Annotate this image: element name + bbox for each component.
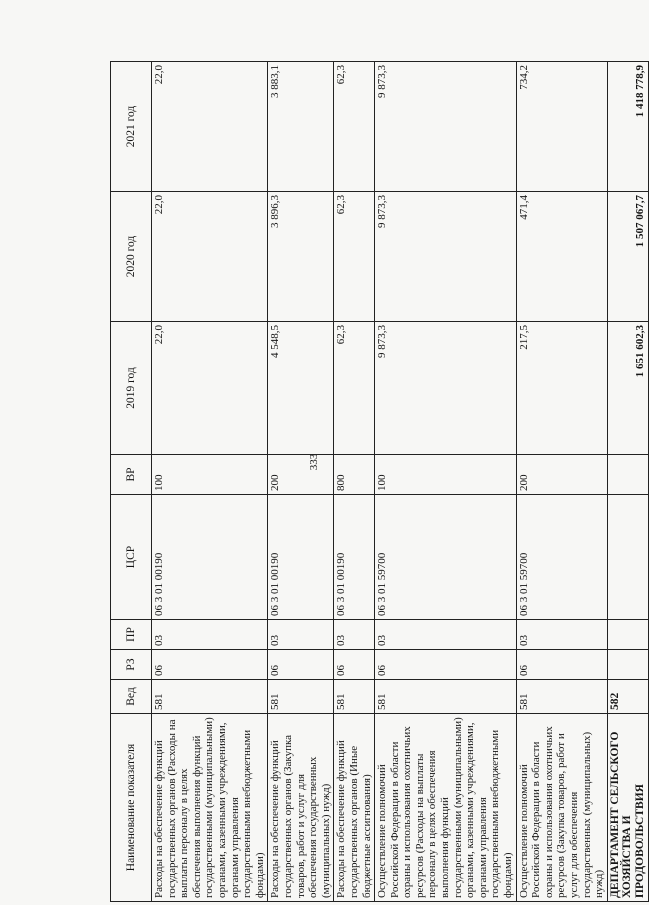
table-row <box>375 62 517 902</box>
row-2020: 62,3 <box>334 192 375 322</box>
row-rz: 06 <box>152 650 268 680</box>
table-row <box>334 62 375 902</box>
row-name: Расходы на обеспечение функций государственных органов (Расходы на выплаты персоналу в целях обеспечения выполнения функций государственными (муниципальными) органами, казенными учреждениями, органами управления государственными внебюджетными фондами) <box>152 714 268 902</box>
row-vr: 200 <box>516 455 607 495</box>
row-name: Осуществление полномочий Российской Федерации в области охраны и использования охотничьих ресурсов (Расходы на выплаты персоналу в целях обеспечения выполнения функций государственными (муниципальными) органами, казенными учреждениями, органами управления государственными внебюджетными фондами) <box>375 714 517 902</box>
row-name: Расходы на обеспечение функций государственных органов (Иные бюджетные ассигнования) <box>334 714 375 902</box>
row-rz: 06 <box>516 650 607 680</box>
total-2020: 1 507 067,7 <box>607 192 648 322</box>
row-rz: 06 <box>268 650 334 680</box>
col-ved-header: Вед <box>111 680 152 714</box>
row-vr: 200 <box>268 455 334 495</box>
col-2019-header: 2019 год <box>111 322 152 455</box>
row-pr: 03 <box>375 620 517 650</box>
total-csr <box>607 495 648 620</box>
row-pr: 03 <box>152 620 268 650</box>
row-2020: 9 873,3 <box>375 192 517 322</box>
table-row <box>516 62 607 902</box>
row-ved: 581 <box>268 680 334 714</box>
total-ved: 582 <box>607 680 648 714</box>
table-row <box>152 62 268 902</box>
row-2019: 9 873,3 <box>375 322 517 455</box>
row-2021: 3 883,1 <box>268 62 334 192</box>
page-number: 333 <box>308 453 320 471</box>
row-csr: 06 3 01 59700 <box>516 495 607 620</box>
row-2021: 62,3 <box>334 62 375 192</box>
row-csr: 06 3 01 00190 <box>334 495 375 620</box>
total-name: ДЕПАРТАМЕНТ СЕЛЬСКОГО ХОЗЯЙСТВА И ПРОДОВОЛЬСТВИЯ <box>607 714 648 902</box>
row-pr: 03 <box>334 620 375 650</box>
row-2020: 471,4 <box>516 192 607 322</box>
row-2019: 62,3 <box>334 322 375 455</box>
col-vr-header: ВР <box>111 455 152 495</box>
total-2021: 1 418 778,9 <box>607 62 648 192</box>
col-csr-header: ЦСР <box>111 495 152 620</box>
total-pr <box>607 620 648 650</box>
row-2019: 217,5 <box>516 322 607 455</box>
total-2019: 1 651 602,3 <box>607 322 648 455</box>
row-2020: 3 896,3 <box>268 192 334 322</box>
budget-table <box>110 61 649 902</box>
row-csr: 06 3 01 00190 <box>268 495 334 620</box>
col-name-header: Наименование показателя <box>111 714 152 902</box>
total-row <box>607 62 648 902</box>
total-rz <box>607 650 648 680</box>
table-row <box>268 62 334 902</box>
budget-table-container <box>110 62 646 902</box>
row-ved: 581 <box>375 680 517 714</box>
row-vr: 800 <box>334 455 375 495</box>
row-2021: 734,2 <box>516 62 607 192</box>
row-name: Осуществление полномочий Российской Федерации в области охраны и использования охотничьих ресурсов (Закупка товаров, работ и услуг для обеспечения государственных (муниципальных) нужд) <box>516 714 607 902</box>
total-vr <box>607 455 648 495</box>
row-2019: 22,0 <box>152 322 268 455</box>
row-2020: 22,0 <box>152 192 268 322</box>
row-pr: 03 <box>516 620 607 650</box>
row-csr: 06 3 01 59700 <box>375 495 517 620</box>
row-rz: 06 <box>375 650 517 680</box>
row-ved: 581 <box>334 680 375 714</box>
col-2021-header: 2021 год <box>111 62 152 192</box>
row-2021: 22,0 <box>152 62 268 192</box>
row-ved: 581 <box>152 680 268 714</box>
row-name: Расходы на обеспечение функций государственных органов (Закупка товаров, работ и услуг для обеспечения государственных (муниципальных) нужд) <box>268 714 334 902</box>
col-2020-header: 2020 год <box>111 192 152 322</box>
col-rz-header: РЗ <box>111 650 152 680</box>
row-2019: 4 548,5 <box>268 322 334 455</box>
row-rz: 06 <box>334 650 375 680</box>
row-vr: 100 <box>375 455 517 495</box>
row-2021: 9 873,3 <box>375 62 517 192</box>
col-pr-header: ПР <box>111 620 152 650</box>
row-vr: 100 <box>152 455 268 495</box>
header-row <box>111 62 152 902</box>
row-ved: 581 <box>516 680 607 714</box>
row-csr: 06 3 01 00190 <box>152 495 268 620</box>
row-pr: 03 <box>268 620 334 650</box>
